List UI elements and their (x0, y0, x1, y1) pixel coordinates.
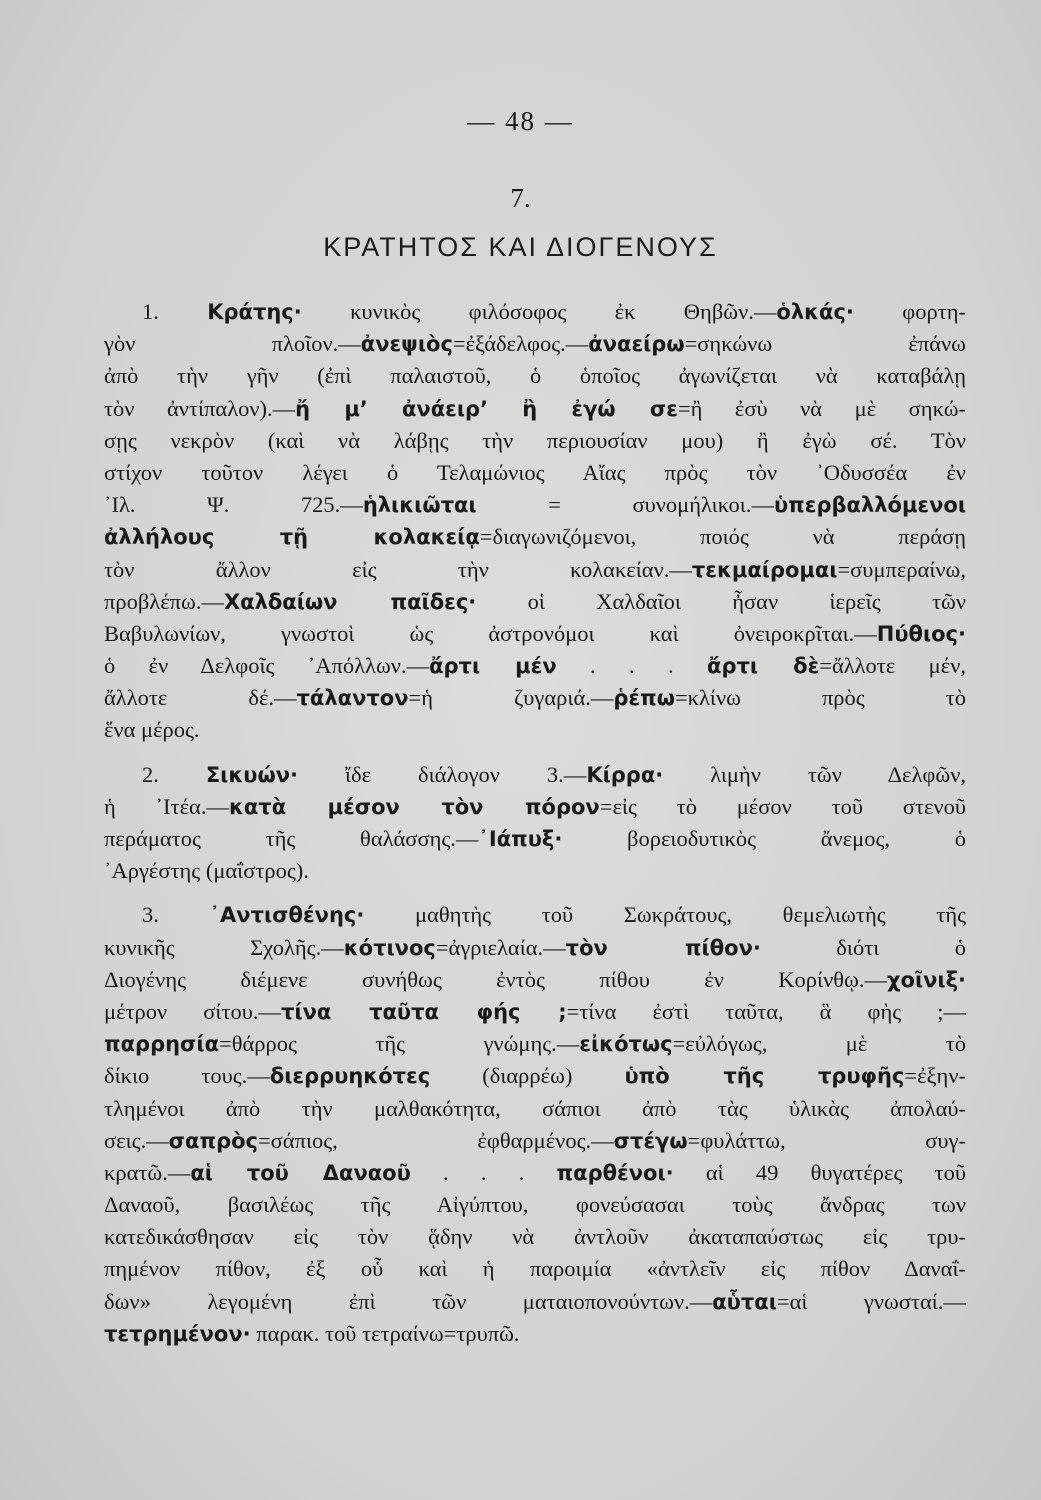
text-line (104, 586, 966, 618)
definition-text: παρακ. τοῦ τετραίνω=τρυπῶ. (250, 1320, 520, 1346)
definition-text: =ἐξάδελφος.— (452, 331, 589, 357)
definition-text: =τίνα ἐστὶ ταῦτα, ἃ φὴς ;— (566, 998, 966, 1024)
definition-text: =ἐξην- (904, 1063, 966, 1089)
glossary-term: εἰκότως (579, 1032, 673, 1057)
glossary-term: Χαλδαίων παῖδες· (223, 589, 477, 614)
text-line (104, 1093, 966, 1125)
definition-text: προβλέπω.— (104, 588, 224, 614)
text-line (104, 1253, 966, 1285)
definition-text: . . . (410, 1159, 557, 1185)
definition-text: Βαβυλωνίων, γνωστοὶ ὡς ἀστρονόμοι καὶ ὀνειροκρῖται.— (104, 620, 877, 646)
definition-text: δίκιο τους.— (104, 1063, 270, 1089)
glossary-term: αἱ τοῦ Δαναοῦ (190, 1160, 411, 1185)
glossary-term: τὸν πίθον· (565, 935, 761, 960)
text-line (104, 521, 966, 553)
glossary-term: χοῖνιξ· (886, 967, 966, 992)
definition-text: ἕνα μέρος. (104, 717, 200, 743)
definition-text: =ἡ ζυγαριά.— (408, 685, 614, 711)
glossary-term: ῥέπω (613, 686, 675, 711)
definition-text: κρατῶ.— (104, 1159, 191, 1185)
definition-text: τὸν ἄλλον εἰς τὴν κολακείαν.— (104, 556, 692, 582)
definition-text: περάματος τῆς θαλάσσης.— (104, 826, 479, 851)
definition-text: ἴδε διάλογον 3.— (298, 761, 587, 787)
glossary-term: κότινος (343, 935, 436, 960)
definition-text: =ἄλλοτε μέν, (819, 653, 966, 679)
definition-text: ἡ ᾿Ιτέα.— (104, 793, 229, 819)
glossary-term: τεκμαίρομαι (691, 557, 838, 582)
definition-text: διότι ὁ (760, 934, 966, 960)
glossary-term: Κίρρα· (586, 762, 664, 787)
definition-text: ὁ ἐν Δελφοῖς ᾿Απόλλων.— (104, 653, 430, 679)
text-line (104, 899, 966, 931)
definition-text: =φυλάττω, συγ- (687, 1127, 966, 1153)
definition-text: =σηκώνω ἐπάνω (684, 331, 966, 357)
text-line (104, 554, 966, 586)
text-line (104, 457, 966, 489)
text-line (104, 1157, 966, 1189)
glossary-term: Σικυών· (205, 762, 298, 787)
text-line (104, 759, 966, 791)
definition-text: οἱ Χαλδαῖοι ἦσαν ἱερεῖς τῶν (476, 588, 966, 614)
glossary-term: ὑπερβαλλόμενοι (773, 493, 966, 518)
text-line (104, 328, 966, 360)
definition-text: τὸν ἀντίπαλον).— (104, 395, 296, 421)
text-line (104, 1125, 966, 1157)
definition-text: κυνικὸς φιλόσοφος ἐκ Θηβῶν.— (301, 299, 777, 324)
text-line (104, 1221, 966, 1253)
glossary-term: ἀνεψιὸς (360, 332, 453, 357)
glossary-term: τετρημένον· (104, 1321, 251, 1346)
section-number: 7. (510, 183, 531, 213)
glossary-term: σαπρὸς (168, 1128, 258, 1153)
glossary-term: Κράτης· (207, 300, 302, 324)
definition-text: γὸν πλοῖον.— (104, 331, 361, 357)
glossary-term: ἀλλήλους τῇ κολακείᾳ (104, 525, 480, 550)
definition-text: (διαρρέω) (430, 1063, 625, 1089)
glossary-term: παρρησία (104, 1032, 220, 1057)
definition-text: βορειοδυτικὸς ἄνεμος, ὁ (562, 826, 966, 851)
definition-text: =ἢ ἐσὺ νὰ μὲ σηκώ- (677, 395, 966, 421)
glossary-term: ᾿Ιάπυξ· (478, 827, 563, 851)
definition-text: τλημένοι ἀπὸ τὴν μαλθακότητα, σάπιοι ἀπὸ τὰς ὑλικὰς ἀπολαύ- (104, 1095, 966, 1121)
definition-text: σεις.— (104, 1127, 169, 1153)
glossary-term: κατὰ μέσον τὸν πόρον (228, 794, 600, 819)
text-line (104, 489, 966, 521)
definition-text: =εἰς τὸ μέσον τοῦ στενοῦ (599, 793, 966, 819)
definition-text: ἀπὸ τὴν γῆν (ἐπὶ παλαιστοῦ, ὁ ὁποῖος ἀγωνίζεται νὰ καταβάλῃ (104, 363, 966, 389)
section-title: ΚΡΑΤΗΤΟΣ ΚΑΙ ΔΙΟΓΕΝΟΥΣ (323, 232, 718, 262)
glossary-term: αὗται (712, 1289, 777, 1314)
definition-text: ᾿Ιλ. Ψ. 725.— (104, 492, 363, 518)
definition-text: ἄλλοτε δέ.— (104, 685, 297, 711)
text-line (104, 1028, 966, 1060)
text-line (104, 1189, 966, 1221)
text-line (104, 932, 966, 964)
definition-text: λιμὴν τῶν Δελφῶν, (663, 761, 966, 787)
text-line (104, 1060, 966, 1092)
definition-text: =συμπεραίνω, (837, 556, 966, 582)
definition-text: Διογένης διέμενε συνήθως ἐντὸς πίθου ἐν Κορίνθῳ.— (104, 966, 887, 992)
definition-text: μέτρον σίτου.— (104, 998, 282, 1024)
glossary-term: ᾿Αντισθένης· (209, 903, 365, 928)
paragraph-gap (104, 887, 966, 899)
definition-text: σῃς νεκρὸν (καὶ νὰ λάβῃς τὴν περιουσίαν μου) ἢ ἐγὼ σέ. Τὸν (104, 427, 966, 453)
definition-text: =εὐλόγως, μὲ τὸ (672, 1031, 966, 1057)
definition-text: =κλίνω πρὸς τὸ (674, 685, 966, 711)
text-line (104, 393, 966, 425)
definition-text: αἱ 49 θυγατέρες τοῦ (673, 1159, 966, 1185)
definition-text: 2. (142, 761, 206, 787)
page-number: — 48 — (467, 106, 574, 136)
glossary-term: ἤ μ’ ἀνάειρ’ ἢ ἐγώ σε (295, 396, 678, 421)
text-line (104, 360, 966, 392)
text-line (104, 791, 966, 823)
text-line (104, 296, 966, 328)
glossary-term: ἀναείρω (588, 332, 685, 357)
glossary-term: παρθένοι· (556, 1160, 674, 1185)
definition-text: φορτη- (853, 299, 966, 324)
text-line (104, 425, 966, 457)
text-line (104, 823, 966, 855)
text-line (104, 996, 966, 1028)
text-line (104, 682, 966, 714)
glossary-term: Πύθιος· (876, 621, 966, 646)
glossary-term: ὑπὸ τῆς τρυφῆς (624, 1064, 905, 1089)
glossary-term: ἄρτι μέν (429, 654, 557, 679)
definition-text: =θάρρος τῆς γνώμης.— (219, 1031, 580, 1057)
definition-text: ᾿Αργέστης (μαΐστρος). (104, 858, 309, 884)
definition-text: =αἱ γνωσταί.— (776, 1288, 966, 1314)
definition-text: = συνομήλικοι.— (476, 492, 774, 518)
definition-text: κατεδικάσθησαν εἰς τὸν ᾅδην νὰ ἀντλοῦν ἀκαταπαύστως εἰς τρυ- (104, 1224, 966, 1250)
text-line (104, 855, 966, 887)
text-line (104, 714, 966, 746)
definition-text: κυνικῆς Σχολῆς.— (104, 934, 344, 960)
definition-text: Δαναοῦ, βασιλέως τῆς Αἰγύπτου, φονεύσασαι τοὺς ἄνδρας των (104, 1192, 966, 1218)
glossary-term: στέγω (613, 1128, 688, 1153)
glossary-term: διερρυηκότες (269, 1064, 431, 1089)
definition-text: μαθητὴς τοῦ Σωκράτους, θεμελιωτὴς τῆς (364, 902, 966, 928)
definition-text: =σάπιος, ἐφθαρμένος.— (257, 1127, 614, 1153)
glossary-term: ἄρτι δὲ (707, 654, 820, 679)
paragraph-gap (104, 747, 966, 759)
glossary-term: ἡλικιῶται (362, 493, 477, 518)
definition-text: 1. (142, 299, 208, 324)
glossary-text (104, 296, 966, 1350)
text-line (104, 1318, 966, 1350)
definition-text: . . . (556, 653, 708, 679)
definition-text: =ἀγριελαία.— (435, 934, 566, 960)
text-line (104, 1286, 966, 1318)
glossary-term: τίνα ταῦτα φής ; (281, 999, 567, 1024)
glossary-term: τάλαντον (296, 686, 409, 711)
definition-text: =διαγωνιζόμενοι, ποιός νὰ περάσῃ (479, 524, 966, 550)
definition-text: 3. (142, 902, 210, 928)
definition-text: στίχον τοῦτον λέγει ὁ Τελαμώνιος Αἴας πρὸς τὸν ᾿Οδυσσέα ἐν (104, 459, 966, 485)
definition-text: δων» λεγομένη ἐπὶ τῶν ματαιοπονούντων.— (104, 1288, 713, 1314)
text-line (104, 650, 966, 682)
text-line (104, 964, 966, 996)
text-line (104, 618, 966, 650)
glossary-term: ὁλκάς· (776, 300, 854, 324)
definition-text: πημένον πίθον, ἐξ οὗ καὶ ἡ παροιμία «ἀντλεῖν εἰς πίθον Δαναΐ- (104, 1256, 966, 1282)
